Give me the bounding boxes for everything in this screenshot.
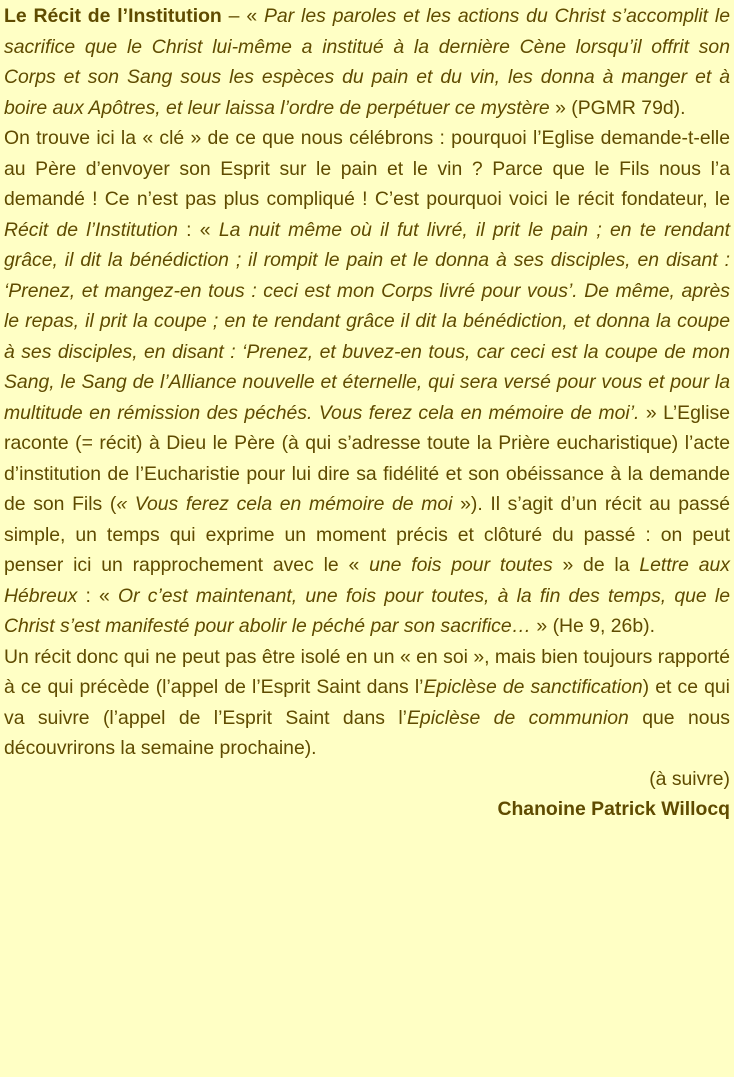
article-body <box>4 1 730 764</box>
to-be-continued: (à suivre) <box>649 767 730 790</box>
italic-text: Or c’est maintenant, une fois pour toutes, à la fin des temps, que le Christ s’est manifesté pour abolir le péché par son sacrifice… <box>4 584 730 637</box>
text-run: » L’Eglise raconte (= récit) à Dieu le Père (à qui s’adresse toute la Prière eucharistique) l’acte d’institution de l’Eucharistie pour lui dire sa fidélité et son obéissance à la demande de son Fils ( <box>4 401 730 515</box>
body-paragraph <box>4 123 730 642</box>
italic-text: Récit de l’Institution <box>4 218 178 241</box>
text-run: que nous découvrirons la semaine prochaine). <box>4 706 730 759</box>
text-run: On trouve ici la « clé » de ce que nous célébrons : pourquoi l’Eglise demande-t-elle au Père d’envoyer son Esprit sur le pain et le vin ? Parce que le Fils nous l’a demandé ! Ce n’est pas plus compliqué ! C’est pourquoi voici le récit fondateur, le <box>4 127 730 210</box>
italic-text: Epiclèse de sanctification <box>423 676 643 698</box>
text-run: : « <box>177 218 219 241</box>
italic-text: « Vous ferez cela en mémoire de moi <box>116 493 453 515</box>
text-run: : « <box>77 584 119 607</box>
italic-text: une fois pour toutes <box>369 554 553 576</box>
text-run: »). Il s’agit d’un récit au passé simple, un temps qui exprime un moment précis et clôturé du passé : on peut penser ici un rapprochement avec le « <box>4 493 731 576</box>
text-run: » (He 9, 26b). <box>531 615 655 637</box>
italic-text: Par les paroles et les actions du Christ s’accomplit le sacrifice que le Christ lui-même a institué à la dernière Cène lorsqu’il offrit son Corps et son Sang sous les espèces du pain et du vin, les donna à manger et à boire aux Apôtres, et leur laissa l’ordre de perpétuer ce mystère <box>4 5 731 119</box>
italic-text: Epiclèse de communion <box>406 706 629 729</box>
bold-text: Le Récit de l’Institution <box>4 5 222 27</box>
text-run: ) et ce qui va suivre (l’appel de l’Esprit Saint dans l’ <box>4 676 730 729</box>
text-run: Un récit donc qui ne peut pas être isolé en un « en soi », mais bien toujours rapporté à ce qui précède (l’appel de l’Esprit Saint dans l’ <box>4 645 730 698</box>
body-paragraph <box>4 1 730 123</box>
signature: Chanoine Patrick Willocq <box>497 798 730 820</box>
body-paragraph <box>4 642 730 764</box>
italic-text: La nuit même où il fut livré, il prit le pain ; en te rendant grâce, il dit la bénédiction ; il rompit le pain et le donna à ses disciples, en disant : ‘Prenez, et mangez-en tous : ceci est mon Corps livré pour vous’. De même, après le repas, il prit la coupe ; en te rendant grâce il dit la bénédiction, et donna la coupe à ses disciples, en disant : ‘Prenez, et buvez-en tous, car ceci est la coupe de mon Sang, le Sang de l’Alliance nouvelle et éternelle, qui sera versé pour vous et pour la multitude en rémission des péchés. Vous ferez cela en mémoire de moi’. <box>4 218 730 424</box>
text-run: – « <box>221 5 264 27</box>
italic-text: Lettre aux Hébreux <box>4 554 730 607</box>
text-run: » de la <box>552 554 640 576</box>
text-run: » (PGMR 79d). <box>549 96 686 119</box>
